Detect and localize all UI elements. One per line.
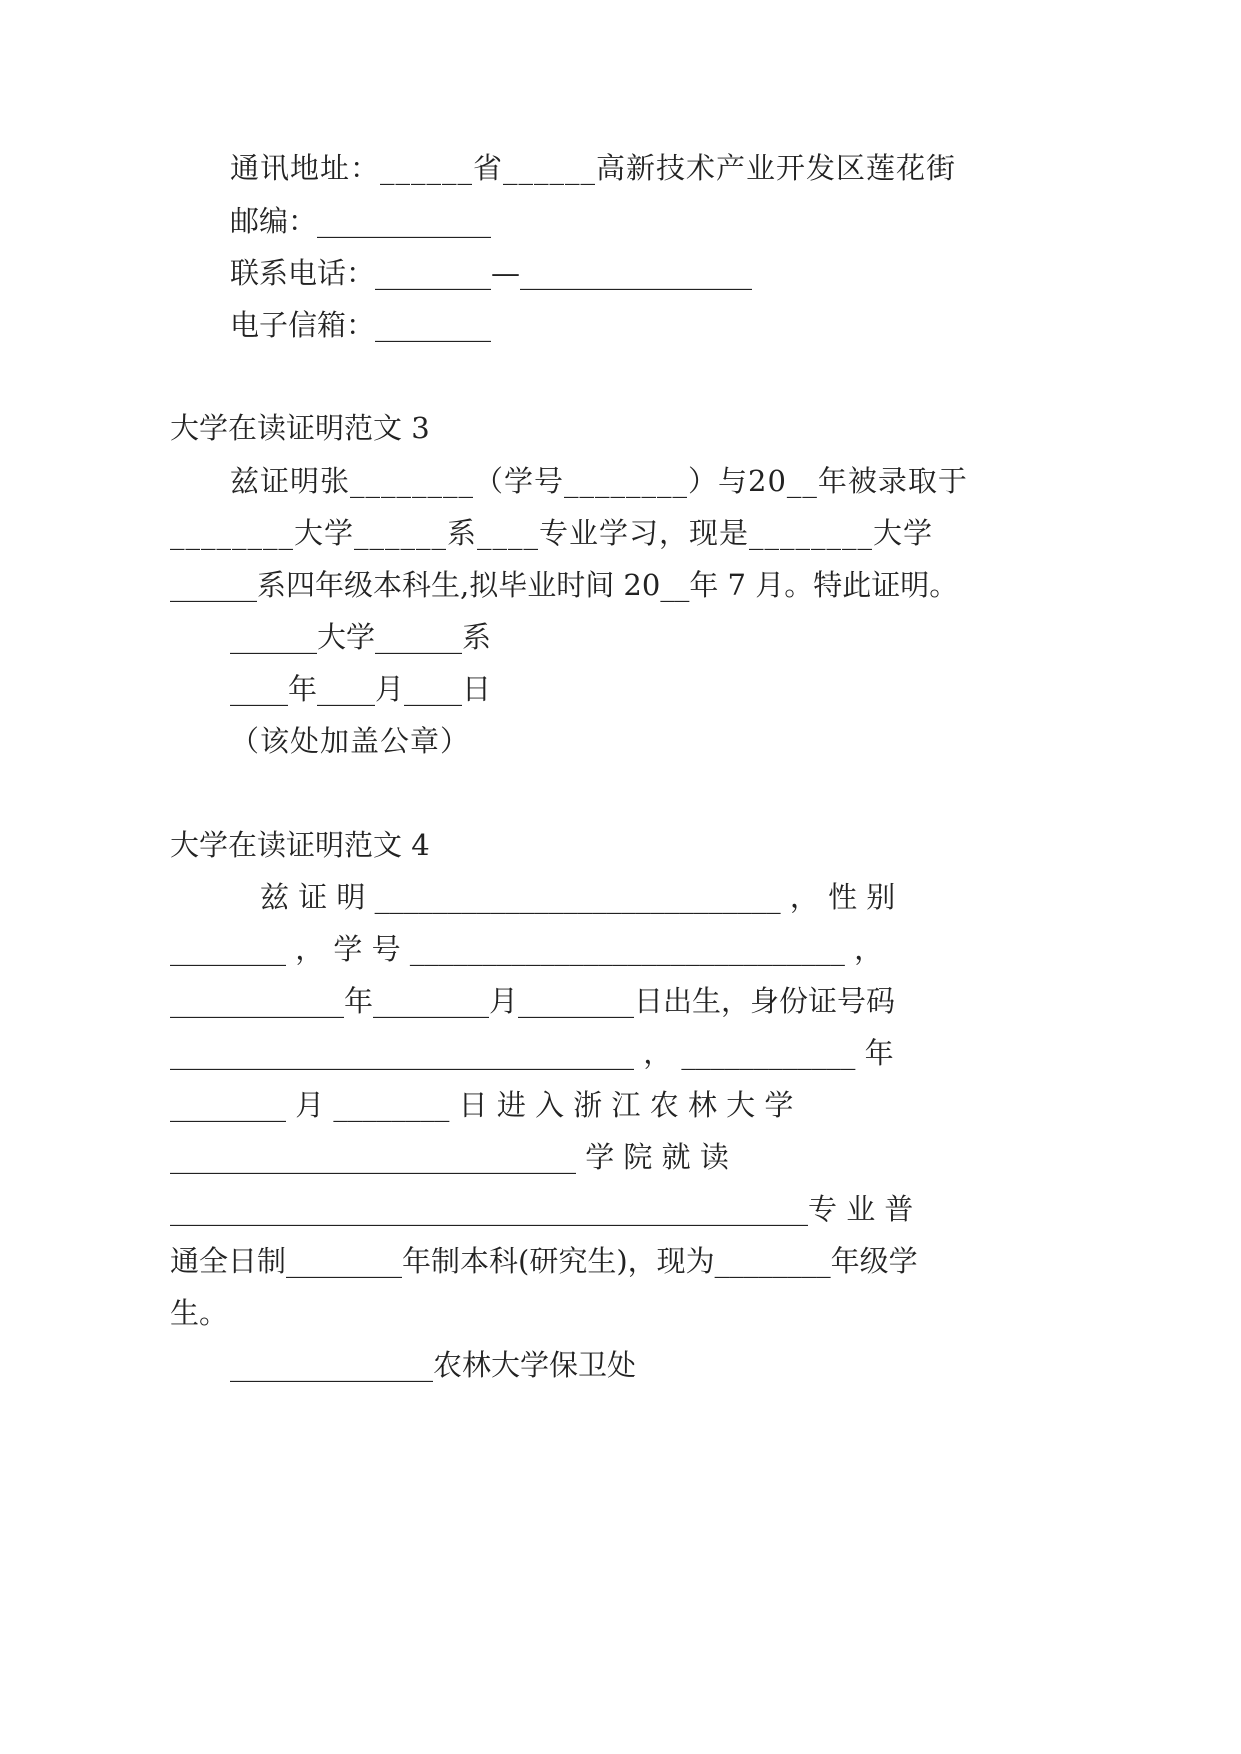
- sample4-heading: 大学在读证明范文 4: [170, 828, 430, 862]
- sample4-line-1: 兹 证 明 ____________________________ ， 性 别: [260, 880, 896, 914]
- sample3-line-2: ________大学______系____专业学习，现是________大学: [170, 516, 934, 550]
- sample4-line-8: 通全日制________年制本科(研究生)，现为________年级学: [170, 1244, 918, 1278]
- sample3-line-5: ____年____月____日: [230, 672, 492, 706]
- sample3-seal-note: （该处加盖公章）: [230, 724, 471, 758]
- sample3-line-4: ______大学______系: [230, 620, 492, 654]
- sample4-line-9: 生。: [170, 1296, 229, 1330]
- sample4-line-7: ____________________________________________专 业 普: [170, 1192, 914, 1226]
- sample3-line-1: 兹证明张________（学号________）与20__年被录取于: [230, 464, 968, 498]
- sample4-line-3: ____________年________月________日出生，身份证号码: [170, 984, 896, 1018]
- sample4-line-2: ________ ， 学 号 ______________________________ ，: [170, 932, 884, 966]
- sample4-line-5: ________ 月 ________ 日 进 入 浙 江 农 林 大 学: [170, 1088, 794, 1122]
- sample3-line-3: ______系四年级本科生,拟毕业时间 20__年 7 月。特此证明。: [170, 568, 959, 602]
- sample3-heading: 大学在读证明范文 3: [170, 411, 430, 445]
- sample4-signature: ______________农林大学保卫处: [230, 1348, 637, 1382]
- phone-line: 联系电话：________—________________: [230, 256, 753, 290]
- email-line: 电子信箱：________: [230, 308, 492, 342]
- sample4-line-4: ________________________________ ， ____________ 年: [170, 1036, 894, 1070]
- sample4-line-6: ____________________________ 学 院 就 读: [170, 1140, 729, 1174]
- postcode-line: 邮编：____________: [230, 204, 492, 238]
- address-line: 通讯地址：______省______高新技术产业开发区莲花街: [230, 151, 957, 185]
